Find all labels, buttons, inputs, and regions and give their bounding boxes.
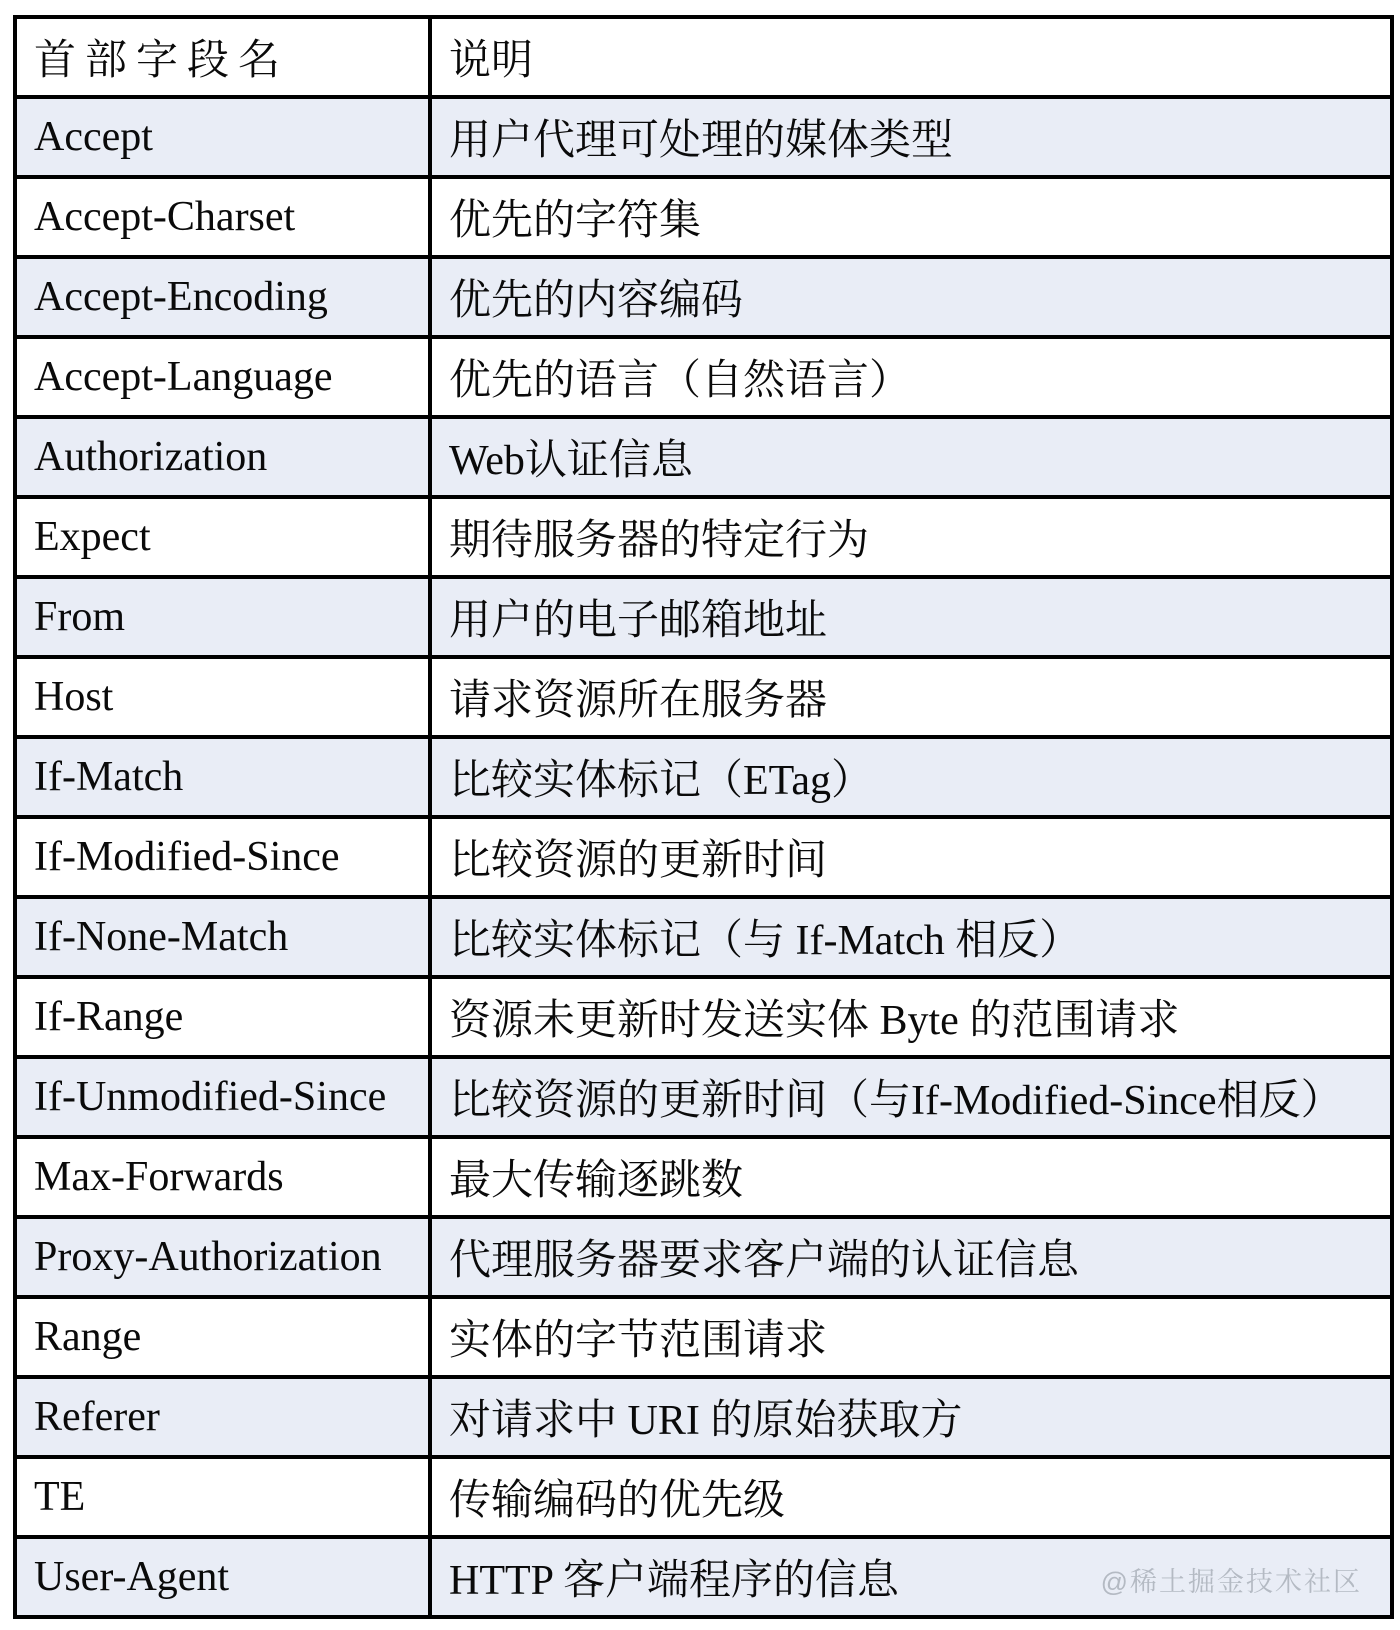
- header-description-cell: HTTP 客户端程序的信息: [430, 1537, 1392, 1617]
- header-description-cell: 实体的字节范围请求: [430, 1297, 1392, 1377]
- header-description-cell: 期待服务器的特定行为: [430, 497, 1392, 577]
- table-row: [15, 657, 1392, 737]
- header-field-name-cell: If-None-Match: [15, 897, 430, 977]
- header-description-cell: 代理服务器要求客户端的认证信息: [430, 1217, 1392, 1297]
- table-row: [15, 1137, 1392, 1217]
- http-request-headers-table: [13, 15, 1394, 1619]
- table-row: [15, 1297, 1392, 1377]
- header-description-cell: 对请求中 URI 的原始获取方: [430, 1377, 1392, 1457]
- table-row: [15, 1537, 1392, 1617]
- header-field-name-cell: Max-Forwards: [15, 1137, 430, 1217]
- table-body: [15, 97, 1392, 1617]
- header-description-cell: 资源未更新时发送实体 Byte 的范围请求: [430, 977, 1392, 1057]
- header-field-name-cell: TE: [15, 1457, 430, 1537]
- header-field-name-cell: Accept-Encoding: [15, 257, 430, 337]
- header-field-name-cell: If-Modified-Since: [15, 817, 430, 897]
- table-row: [15, 737, 1392, 817]
- table-row: [15, 1377, 1392, 1457]
- header-field-name-cell: From: [15, 577, 430, 657]
- table-row: [15, 257, 1392, 337]
- header-description-cell: 用户的电子邮箱地址: [430, 577, 1392, 657]
- table-row: [15, 497, 1392, 577]
- header-field-name-cell: If-Match: [15, 737, 430, 817]
- header-field-name-cell: Referer: [15, 1377, 430, 1457]
- column-header-field-name: 首部字段名: [15, 17, 430, 97]
- header-field-name-cell: Accept-Charset: [15, 177, 430, 257]
- table-row: [15, 1057, 1392, 1137]
- header-description-cell: 比较实体标记（ETag）: [430, 737, 1392, 817]
- header-field-name-cell: Accept: [15, 97, 430, 177]
- table-row: [15, 337, 1392, 417]
- column-header-description: 说明: [430, 17, 1392, 97]
- header-field-name-cell: Range: [15, 1297, 430, 1377]
- table-row: [15, 417, 1392, 497]
- header-description-cell: 优先的字符集: [430, 177, 1392, 257]
- table-row: [15, 977, 1392, 1057]
- header-description-cell: 优先的内容编码: [430, 257, 1392, 337]
- header-field-name-cell: Host: [15, 657, 430, 737]
- header-field-name-cell: Accept-Language: [15, 337, 430, 417]
- table-row: [15, 817, 1392, 897]
- header-field-name-cell: If-Range: [15, 977, 430, 1057]
- header-description-cell: Web认证信息: [430, 417, 1392, 497]
- table-header-row: [15, 17, 1392, 97]
- header-description-cell: 传输编码的优先级: [430, 1457, 1392, 1537]
- header-description-cell: 最大传输逐跳数: [430, 1137, 1392, 1217]
- table-row: [15, 177, 1392, 257]
- header-description-cell: 请求资源所在服务器: [430, 657, 1392, 737]
- header-field-name-cell: Authorization: [15, 417, 430, 497]
- watermark: @稀土掘金技术社区: [1100, 1567, 1362, 1597]
- header-field-name-cell: Proxy-Authorization: [15, 1217, 430, 1297]
- header-description-cell: 优先的语言（自然语言）: [430, 337, 1392, 417]
- header-description-cell: 用户代理可处理的媒体类型: [430, 97, 1392, 177]
- table-row: [15, 1217, 1392, 1297]
- table-row: [15, 1457, 1392, 1537]
- header-field-name-cell: Expect: [15, 497, 430, 577]
- header-field-name-cell: If-Unmodified-Since: [15, 1057, 430, 1137]
- header-description-cell: 比较资源的更新时间（与If-Modified-Since相反）: [430, 1057, 1392, 1137]
- header-field-name-cell: User-Agent: [15, 1537, 430, 1617]
- header-description-cell: 比较资源的更新时间: [430, 817, 1392, 897]
- header-description-cell: 比较实体标记（与 If-Match 相反）: [430, 897, 1392, 977]
- table-row: [15, 97, 1392, 177]
- table-row: [15, 897, 1392, 977]
- table-row: [15, 577, 1392, 657]
